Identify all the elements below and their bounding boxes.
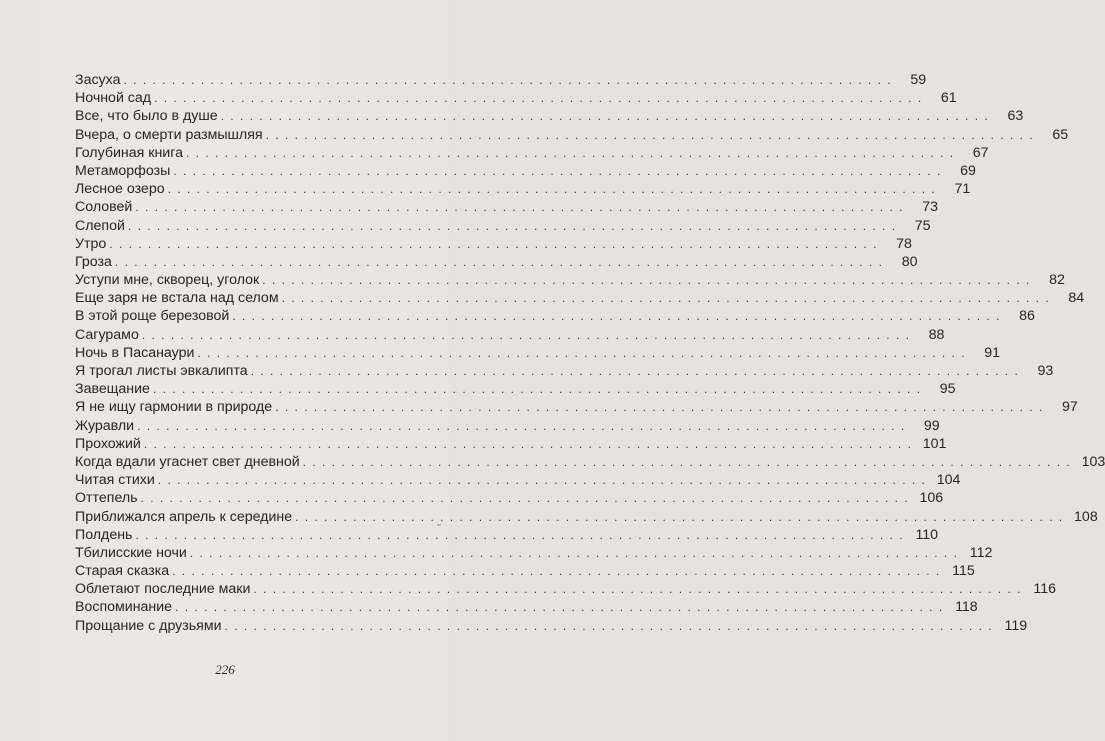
dot-leader: . . . . . . . . . . . . . . . . . . . . . . . . . . . . . . . . . . . . . . . . . . . . . . . . . . . . . . . . . . . . . . . . . . . . . . . . . . . . . . . . — [275, 400, 1044, 415]
dot-leader: . . . . . . . . . . . . . . . . . . . . . . . . . . . . . . . . . . . . . . . . . . . . . . . . . . . . . . . . . . . . . . . . . . . . . . . . . . . . . . . . — [250, 364, 1020, 378]
dot-leader: . . . . . . . . . . . . . . . . . . . . . . . . . . . . . . . . . . . . . . . . . . . . . . . . . . . . . . . . . . . . . . . . . . . . . . . . . . . . . . . . — [253, 582, 1022, 597]
dot-leader: . . . . . . . . . . . . . . . . . . . . . . . . . . . . . . . . . . . . . . . . . . . . . . . . . . . . . . . . . . . . . . . . . . . . . . . . . . . . . . . . — [302, 454, 1072, 469]
toc-entry-title: Слепой — [75, 217, 125, 234]
toc-entry — [75, 344, 1001, 362]
dot-leader: . . . . . . . . . . . . . . . . . . . . . . . . . . . . . . . . . . . . . . . . . . . . . . . . . . . . . . . . . . . . . . . . . . . . . . . . . . . . . . . . — [224, 618, 994, 633]
toc-entry-page: 86 — [1019, 308, 1035, 325]
toc-entry-title: Когда вдали угаснет свет дневной — [75, 453, 300, 470]
toc-entry-title: Голубиная книга — [75, 144, 183, 161]
toc-entry-title: Вчера, о смерти размышляя — [75, 126, 263, 143]
toc-entry-page: 101 — [922, 435, 947, 452]
dot-leader: . . . . . . . . . . . . . . . . . . . . . . . . . . . . . . . . . . . . . . . . . . . . . . . . . . . . . . . . . . . . . . . . . . . . . . . . . . . . . . . . — [265, 127, 1035, 142]
dot-leader: . . . . . . . . . . . . . . . . . . . . . . . . . . . . . . . . . . . . . . . . . . . . . . . . . . . . . . . . . . . . . . . . . . . . . . . . . . . . . . . . — [220, 109, 990, 124]
dot-leader: . . . . . . . . . . . . . . . . . . . . . . . . . . . . . . . . . . . . . . . . . . . . . . . . . . . . . . . . . . . . . . . . . . . . . . . . . . . . . . . . — [295, 509, 1064, 524]
dot-leader: . . . . . . . . . . . . . . . . . . . . . . . . . . . . . . . . . . . . . . . . . . . . . . . . . . . . . . . . . . . . . . . . . . . . . . . . . . . . . . . . — [185, 145, 955, 160]
toc-entry-title: Завещание — [75, 381, 150, 398]
dot-leader: . . . . . . . . . . . . . . . . . . . . . . . . . . . . . . . . . . . . . . . . . . . . . . . . . . . . . . . . . . . . . . . . . . . . . . . . . . . . . . . . — [157, 473, 927, 488]
toc-entry-title: Метаморфозы — [75, 162, 171, 179]
toc-entry — [75, 217, 931, 235]
toc-entry-page: 63 — [1007, 108, 1024, 125]
toc-entry-title: Полдень — [75, 526, 133, 543]
toc-entry-page: 95 — [939, 381, 956, 398]
toc-entry-title: Старая сказка — [75, 563, 170, 580]
toc-entry — [75, 580, 1056, 598]
dot-leader: . . . . . . . . . . . . . . . . . . . . . . . . . . . . . . . . . . . . . . . . . . . . . . . . . . . . . . . . . . . . . . . . . . . . . . . . . . . . . . . . — [175, 600, 944, 615]
paper-edge-mark — [437, 524, 441, 526]
toc-entry-page: 106 — [919, 490, 944, 507]
toc-entry — [75, 144, 989, 162]
toc-entry — [75, 253, 918, 271]
toc-entry-page: 99 — [923, 417, 940, 434]
toc-entry-title: Все, что было в душе — [75, 108, 218, 125]
toc-entry — [75, 508, 1098, 526]
toc-entry-page: 78 — [896, 235, 912, 252]
toc-entry — [75, 489, 944, 507]
dot-leader: . . . . . . . . . . . . . . . . . . . . . . . . . . . . . . . . . . . . . . . . . . . . . . . . . . . . . . . . . . . . . . . . . . . . . . . . . . . . . . . . — [109, 236, 878, 251]
toc-entry-page: 69 — [960, 162, 976, 179]
toc-entry-title: Засуха — [75, 72, 121, 88]
toc-entry-page: 67 — [972, 144, 989, 161]
toc-entry-title: Воспоминание — [75, 599, 173, 616]
toc-entry-page: 65 — [1052, 126, 1069, 143]
toc-entry-title: Оттепель — [75, 490, 138, 507]
dot-leader: . . . . . . . . . . . . . . . . . . . . . . . . . . . . . . . . . . . . . . . . . . . . . . . . . . . . . . . . . . . . . . . . . . . . . . . . . . . . . . . . — [172, 564, 941, 579]
toc-entry-title: Лесное озеро — [75, 181, 165, 198]
toc-entry-page: 104 — [936, 472, 961, 489]
toc-entry — [75, 435, 947, 453]
toc-entry-title: Приближался апрель к середине — [75, 508, 293, 525]
toc-entry-title: Облетают последние маки — [75, 581, 251, 598]
dot-leader: . . . . . . . . . . . . . . . . . . . . . . . . . . . . . . . . . . . . . . . . . . . . . . . . . . . . . . . . . . . . . . . . . . . . . . . . . . . . . . . . — [141, 327, 911, 342]
dot-leader: . . . . . . . . . . . . . . . . . . . . . . . . . . . . . . . . . . . . . . . . . . . . . . . . . . . . . . . . . . . . . . . . . . . . . . . . . . . . . . . . — [137, 418, 906, 433]
dot-leader: . . . . . . . . . . . . . . . . . . . . . . . . . . . . . . . . . . . . . . . . . . . . . . . . . . . . . . . . . . . . . . . . . . . . . . . . . . . . . . . . — [140, 491, 910, 506]
toc-entry-page: 82 — [1049, 272, 1065, 289]
toc-entry — [75, 89, 957, 107]
toc-entry — [75, 162, 976, 180]
toc-entry — [75, 544, 993, 562]
toc-entry-page: 119 — [1004, 617, 1028, 634]
toc-entry — [75, 289, 1085, 307]
toc-entry — [75, 526, 939, 544]
toc-entry-title: Ночь в Пасанаури — [75, 344, 195, 361]
toc-entry — [75, 198, 938, 216]
toc-entry — [75, 417, 940, 435]
toc-entry-title: Еще заря не встала над селом — [75, 290, 279, 307]
toc-entry-page: 118 — [955, 599, 978, 616]
toc-entry-page: 116 — [1033, 581, 1056, 598]
dot-leader: . . . . . . . . . . . . . . . . . . . . . . . . . . . . . . . . . . . . . . . . . . . . . . . . . . . . . . . . . . . . . . . . . . . . . . . . . . . . . . . . — [262, 273, 1031, 288]
dot-leader: . . . . . . . . . . . . . . . . . . . . . . . . . . . . . . . . . . . . . . . . . . . . . . . . . . . . . . . . . . . . . . . . . . . . . . . . . . . . . . . . — [173, 163, 942, 178]
toc-entry-title: Я не ищу гармонии в природе — [75, 399, 273, 416]
dot-leader: . . . . . . . . . . . . . . . . . . . . . . . . . . . . . . . . . . . . . . . . . . . . . . . . . . . . . . . . . . . . . . . . . . . . . . . . . . . . . . . . — [123, 73, 893, 87]
toc-entry-page: 75 — [914, 217, 931, 234]
toc-entry-title: В этой роще березовой — [75, 308, 230, 325]
dot-leader: . . . . . . . . . . . . . . . . . . . . . . . . . . . . . . . . . . . . . . . . . . . . . . . . . . . . . . . . . . . . . . . . . . . . . . . . . . . . . . . . — [114, 254, 884, 269]
toc-entry — [75, 71, 927, 89]
toc-entry-page: 91 — [984, 344, 1001, 361]
toc-entry-page: 71 — [954, 181, 971, 198]
toc-entry-title: Прощание с друзьями — [75, 617, 222, 634]
toc-entry-page: 103 — [1081, 453, 1105, 470]
toc-entry-title: Прохожий — [75, 435, 141, 452]
dot-leader: . . . . . . . . . . . . . . . . . . . . . . . . . . . . . . . . . . . . . . . . . . . . . . . . . . . . . . . . . . . . . . . . . . . . . . . . . . . . . . . . — [135, 200, 904, 215]
toc-entry-page: 61 — [940, 90, 957, 107]
toc-entry-page: 93 — [1037, 363, 1054, 379]
table-of-contents — [75, 71, 1105, 635]
toc-entry — [75, 362, 1054, 380]
toc-entry — [75, 617, 1028, 635]
toc-entry-page: 88 — [928, 326, 945, 343]
toc-entry-title: Соловей — [75, 199, 133, 216]
toc-entry-page: 115 — [952, 563, 975, 580]
dot-leader: . . . . . . . . . . . . . . . . . . . . . . . . . . . . . . . . . . . . . . . . . . . . . . . . . . . . . . . . . . . . . . . . . . . . . . . . . . . . . . . . — [127, 218, 897, 233]
dot-leader: . . . . . . . . . . . . . . . . . . . . . . . . . . . . . . . . . . . . . . . . . . . . . . . . . . . . . . . . . . . . . . . . . . . . . . . . . . . . . . . . — [135, 527, 905, 542]
toc-entry — [75, 307, 1035, 325]
toc-entry — [75, 180, 971, 198]
toc-entry — [75, 598, 978, 616]
toc-entry-page: 97 — [1062, 399, 1078, 416]
dot-leader: . . . . . . . . . . . . . . . . . . . . . . . . . . . . . . . . . . . . . . . . . . . . . . . . . . . . . . . . . . . . . . . . . . . . . . . . . . . . . . . . — [143, 436, 913, 451]
toc-entry-page: 110 — [915, 526, 939, 543]
toc-entry-title: Сагурамо — [75, 326, 139, 343]
page-number: 226 — [215, 662, 235, 677]
toc-entry — [75, 107, 1024, 125]
toc-entry-title: Тбилисские ночи — [75, 544, 187, 561]
toc-entry — [75, 471, 961, 489]
toc-entry-page: 108 — [1074, 508, 1098, 525]
toc-entry — [75, 235, 912, 253]
toc-entry — [75, 562, 975, 580]
dot-leader: . . . . . . . . . . . . . . . . . . . . . . . . . . . . . . . . . . . . . . . . . . . . . . . . . . . . . . . . . . . . . . . . . . . . . . . . . . . . . . . . — [152, 382, 922, 397]
dot-leader: . . . . . . . . . . . . . . . . . . . . . . . . . . . . . . . . . . . . . . . . . . . . . . . . . . . . . . . . . . . . . . . . . . . . . . . . . . . . . . . . — [232, 309, 1001, 324]
dot-leader: . . . . . . . . . . . . . . . . . . . . . . . . . . . . . . . . . . . . . . . . . . . . . . . . . . . . . . . . . . . . . . . . . . . . . . . . . . . . . . . . — [154, 91, 923, 106]
toc-entry-title: Журавли — [75, 417, 135, 434]
dot-leader: . . . . . . . . . . . . . . . . . . . . . . . . . . . . . . . . . . . . . . . . . . . . . . . . . . . . . . . . . . . . . . . . . . . . . . . . . . . . . . . . — [281, 291, 1051, 306]
toc-entry — [75, 126, 1069, 144]
dot-leader: . . . . . . . . . . . . . . . . . . . . . . . . . . . . . . . . . . . . . . . . . . . . . . . . . . . . . . . . . . . . . . . . . . . . . . . . . . . . . . . . — [167, 182, 937, 197]
toc-entry-title: Ночной сад — [75, 90, 152, 107]
toc-entry-page: 73 — [922, 199, 938, 216]
toc-entry-title: Я трогал листы эвкалипта — [75, 363, 248, 379]
dot-leader: . . . . . . . . . . . . . . . . . . . . . . . . . . . . . . . . . . . . . . . . . . . . . . . . . . . . . . . . . . . . . . . . . . . . . . . . . . . . . . . . — [197, 345, 967, 360]
toc-entry — [75, 398, 1078, 416]
toc-entry-page: 59 — [910, 72, 927, 88]
toc-entry-page: 80 — [901, 253, 918, 270]
toc-entry — [75, 326, 945, 344]
toc-entry — [75, 380, 956, 398]
dot-leader: . . . . . . . . . . . . . . . . . . . . . . . . . . . . . . . . . . . . . . . . . . . . . . . . . . . . . . . . . . . . . . . . . . . . . . . . . . . . . . . . — [189, 545, 959, 560]
toc-entry — [75, 453, 1105, 471]
toc-entry-page: 112 — [969, 544, 993, 561]
toc-entry-page: 84 — [1068, 290, 1085, 307]
toc-entry — [75, 271, 1065, 289]
toc-entry-title: Уступи мне, скворец, уголок — [75, 272, 260, 289]
toc-entry-title: Утро — [75, 235, 107, 252]
toc-entry-title: Гроза — [75, 253, 112, 270]
toc-entry-title: Читая стихи — [75, 472, 155, 489]
